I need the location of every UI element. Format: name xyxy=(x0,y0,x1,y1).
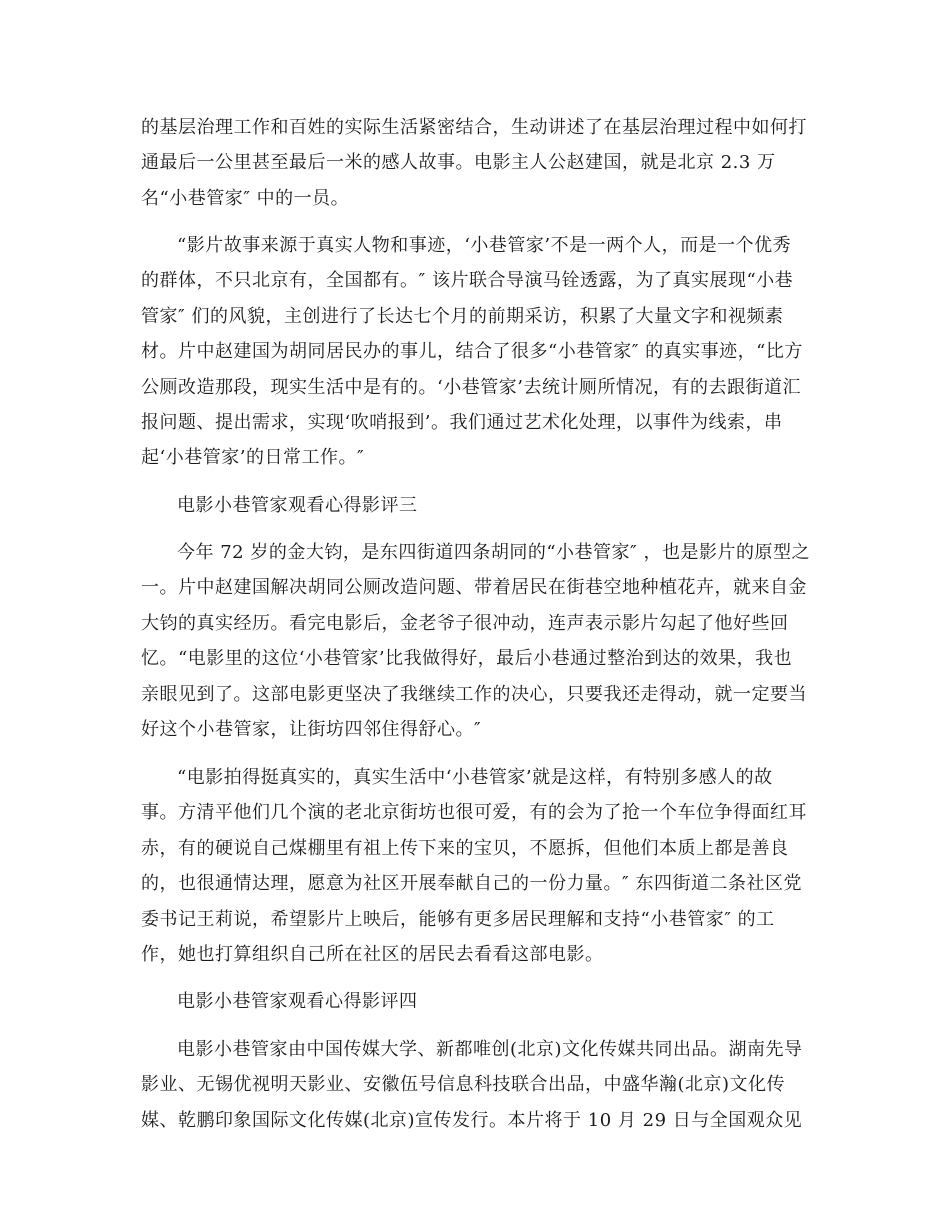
text-line: 起‘小巷管家’的日常工作。″ xyxy=(141,447,365,468)
text-line: 报问题、提出需求，实现‘吹哨报到’。我们通过艺术化处理，以事件为线索，串 xyxy=(141,412,783,433)
text-line: 赤，有的硬说自己煤棚里有祖上传下来的宝贝，不愿拆，但他们本质上都是善良 xyxy=(141,838,789,859)
text-line: 事。方清平他们几个演的老北京街坊也很可爱，有的会为了抢一个车位争得面红耳 xyxy=(141,802,807,823)
text-line: “电影拍得挺真实的，真实生活中‘小巷管家’就是这样，有特别多感人的故 xyxy=(177,767,773,788)
text-line: 管家″ 们的风貌，主创进行了长达七个月的前期采访，积累了大量文字和视频素 xyxy=(141,306,784,327)
text-line: 材。片中赵建国为胡同居民办的事儿，结合了很多“小巷管家″ 的真实事迹，“比方 xyxy=(141,341,803,362)
section-heading: 电影小巷管家观看心得影评四 xyxy=(177,991,418,1012)
text-line: 好这个小巷管家，让街坊四邻住得舒心。″ xyxy=(141,719,482,740)
text-line: 一。片中赵建国解决胡同公厕改造问题、带着居民在街巷空地种植花卉，就来自金 xyxy=(141,577,807,598)
text-line: 影业、无锡优视明天影业、安徽伍号信息科技联合出品，中盛华瀚(北京)文化传 xyxy=(141,1074,786,1095)
text-line: 亲眼见到了。这部电影更坚决了我继续工作的决心，只要我还走得动，就一定要当 xyxy=(141,684,807,705)
text-line: 的基层治理工作和百姓的实际生活紧密结合，生动讲述了在基层治理过程中如何打 xyxy=(141,117,807,138)
text-line: 电影小巷管家由中国传媒大学、新都唯创(北京)文化传媒共同出品。湖南先导 xyxy=(177,1039,803,1060)
text-line: 的，也很通情达理，愿意为社区开展奉献自己的一份力量。″ 东四街道二条社区党 xyxy=(141,873,802,894)
text-line: 公厕改造那段，现实生活中是有的。‘小巷管家’去统计厕所情况，有的去跟街道汇 xyxy=(141,377,801,398)
text-line: 委书记王莉说，希望影片上映后，能够有更多居民理解和支持“小巷管家″ 的工 xyxy=(141,909,775,930)
text-line: 媒、乾鹏印象国际文化传媒(北京)宣传发行。本片将于 10 月 29 日与全国观众见 xyxy=(141,1110,803,1131)
text-line: 忆。“电影里的这位‘小巷管家’比我做得好，最后小巷通过整治到达的效果，我也 xyxy=(141,648,793,669)
text-line: 的群体，不只北京有，全国都有。″ 该片联合导演马铨透露，为了真实展现“小巷 xyxy=(141,270,794,291)
text-line: 大钧的真实经历。看完电影后，金老爷子很冲动，连声表示影片勾起了他好些回 xyxy=(141,613,789,634)
text-line: 今年 72 岁的金大钧，是东四街道四条胡同的“小巷管家″ ，也是影片的原型之 xyxy=(177,542,810,563)
section-heading: 电影小巷管家观看心得影评三 xyxy=(177,495,418,516)
text-line: 名“小巷管家″ 中的一员。 xyxy=(141,188,350,209)
text-line: “影片故事来源于真实人物和事迹，‘小巷管家’不是一两个人，而是一个优秀 xyxy=(177,235,792,256)
text-line: 通最后一公里甚至最后一米的感人故事。电影主人公赵建国，就是北京 2.3 万 xyxy=(141,152,776,173)
text-line: 作，她也打算组织自己所在社区的居民去看看这部电影。 xyxy=(141,944,604,965)
